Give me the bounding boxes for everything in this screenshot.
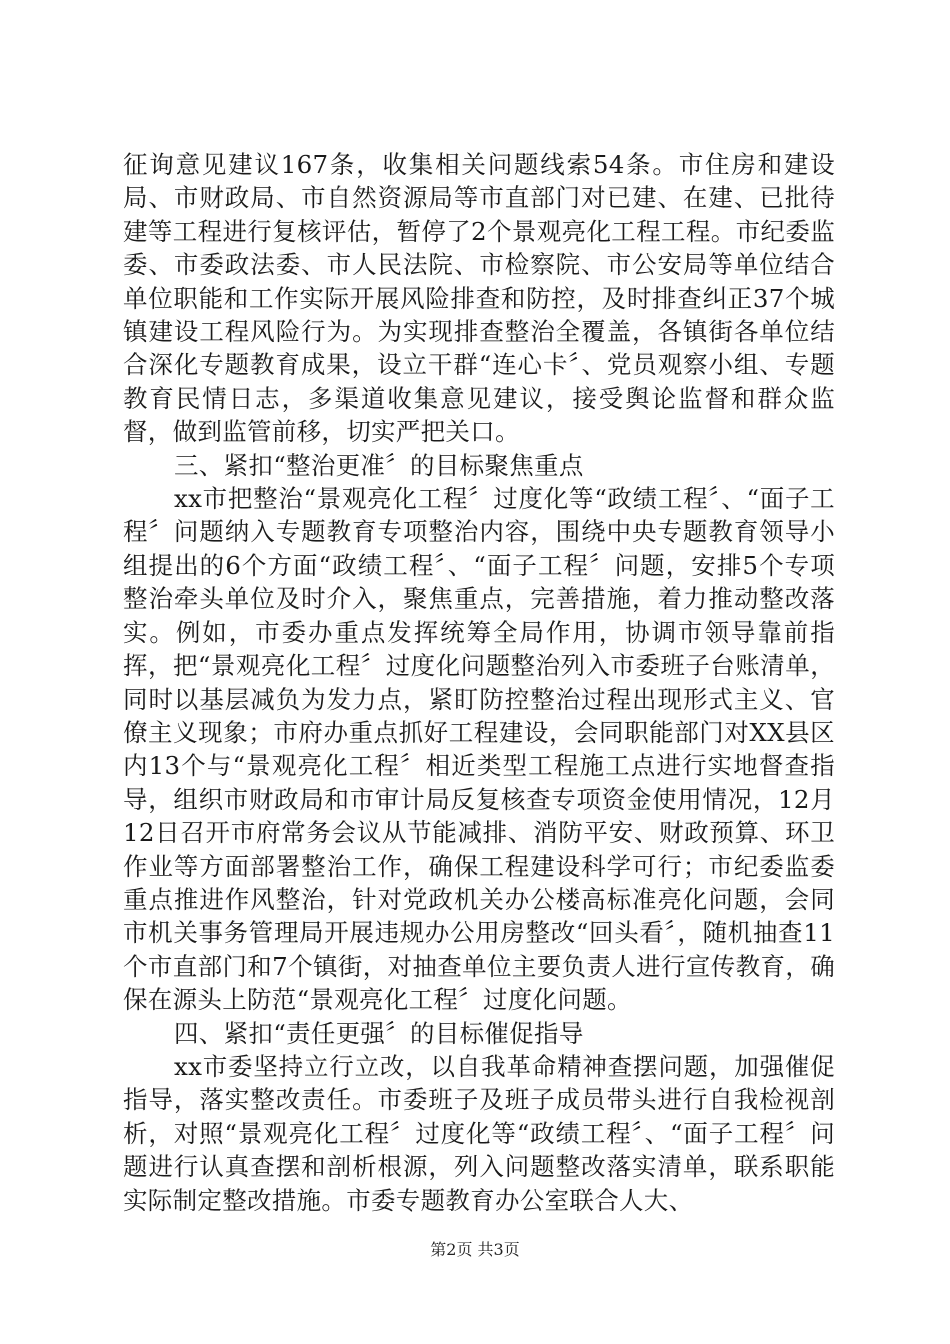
paragraph-section-4: xx市委坚持立行立改，以自我革命精神查摆问题，加强催促指导，落实整改责任。市委班子及班子成员带头进行自我检视剖析，对照“景观亮化工程〞过度化等“政绩工程〞、“面子工程〞问题进行认真查摆和剖析根源，列入问题整改落实清单，联系职能实际制定整改措施。市委专题教育办公室联合人大、 [123, 1051, 835, 1215]
section-heading-3: 三、紧扣“整治更准〞的目标聚焦重点 [174, 450, 584, 480]
section-heading-4: 四、紧扣“责任更强〞的目标催促指导 [174, 1018, 584, 1048]
paragraph-continuation: 征询意见建议167条，收集相关问题线索54条。市住房和建设局、市财政局、市自然资源局等市直部门对已建、在建、已批待建等工程进行复核评估，暂停了2个景观亮化工程工程。市纪委监委、市委政法委、市人民法院、市检察院、市公安局等单位结合单位职能和工作实际开展风险排查和防控，及时排查纠正37个城镇建设工程风险行为。为实现排查整治全覆盖，各镇街各单位结合深化专题教育成果，设立干群“连心卡〞、党员观察小组、专题教育民情日志，多渠道收集意见建议，接受舆论监督和群众监督，做到监管前移，切实严把关口。 [123, 150, 835, 447]
paragraph-section-3: xx市把整治“景观亮化工程〞过度化等“政绩工程〞、“面子工程〞问题纳入专题教育专项整治内容，围绕中央专题教育领导小组提出的6个方面“政绩工程〞、“面子工程〞问题，安排5个专项整治牵头单位及时介入，聚焦重点，完善措施，着力推动整改落实。例如，市委办重点发挥统筹全局作用，协调市领导靠前指挥，把“景观亮化工程〞过度化问题整治列入市委班子台账清单，同时以基层减负为发力点，紧盯防控整治过程出现形式主义、官僚主义现象；市府办重点抓好工程建设，会同职能部门对XX县区内13个与“景观亮化工程〞相近类型工程施工点进行实地督查指导，组织市财政局和市审计局反复核查专项资金使用情况，12月12日召开市府常务会议从节能减排、消防平安、财政预算、环卫作业等方面部署整治工作，确保工程建设科学可行；市纪委监委重点推进作风整治，针对党政机关办公楼高标准亮化问题，会同市机关事务管理局开展违规办公用房整改“回头看〞，随机抽查11个市直部门和7个镇街，对抽查单位主要负责人进行宣传教育，确保在源头上防范“景观亮化工程〞过度化问题。 [123, 484, 835, 1015]
page-footer: 第2页 共3页 [430, 1240, 520, 1259]
document-body [123, 148, 835, 1217]
